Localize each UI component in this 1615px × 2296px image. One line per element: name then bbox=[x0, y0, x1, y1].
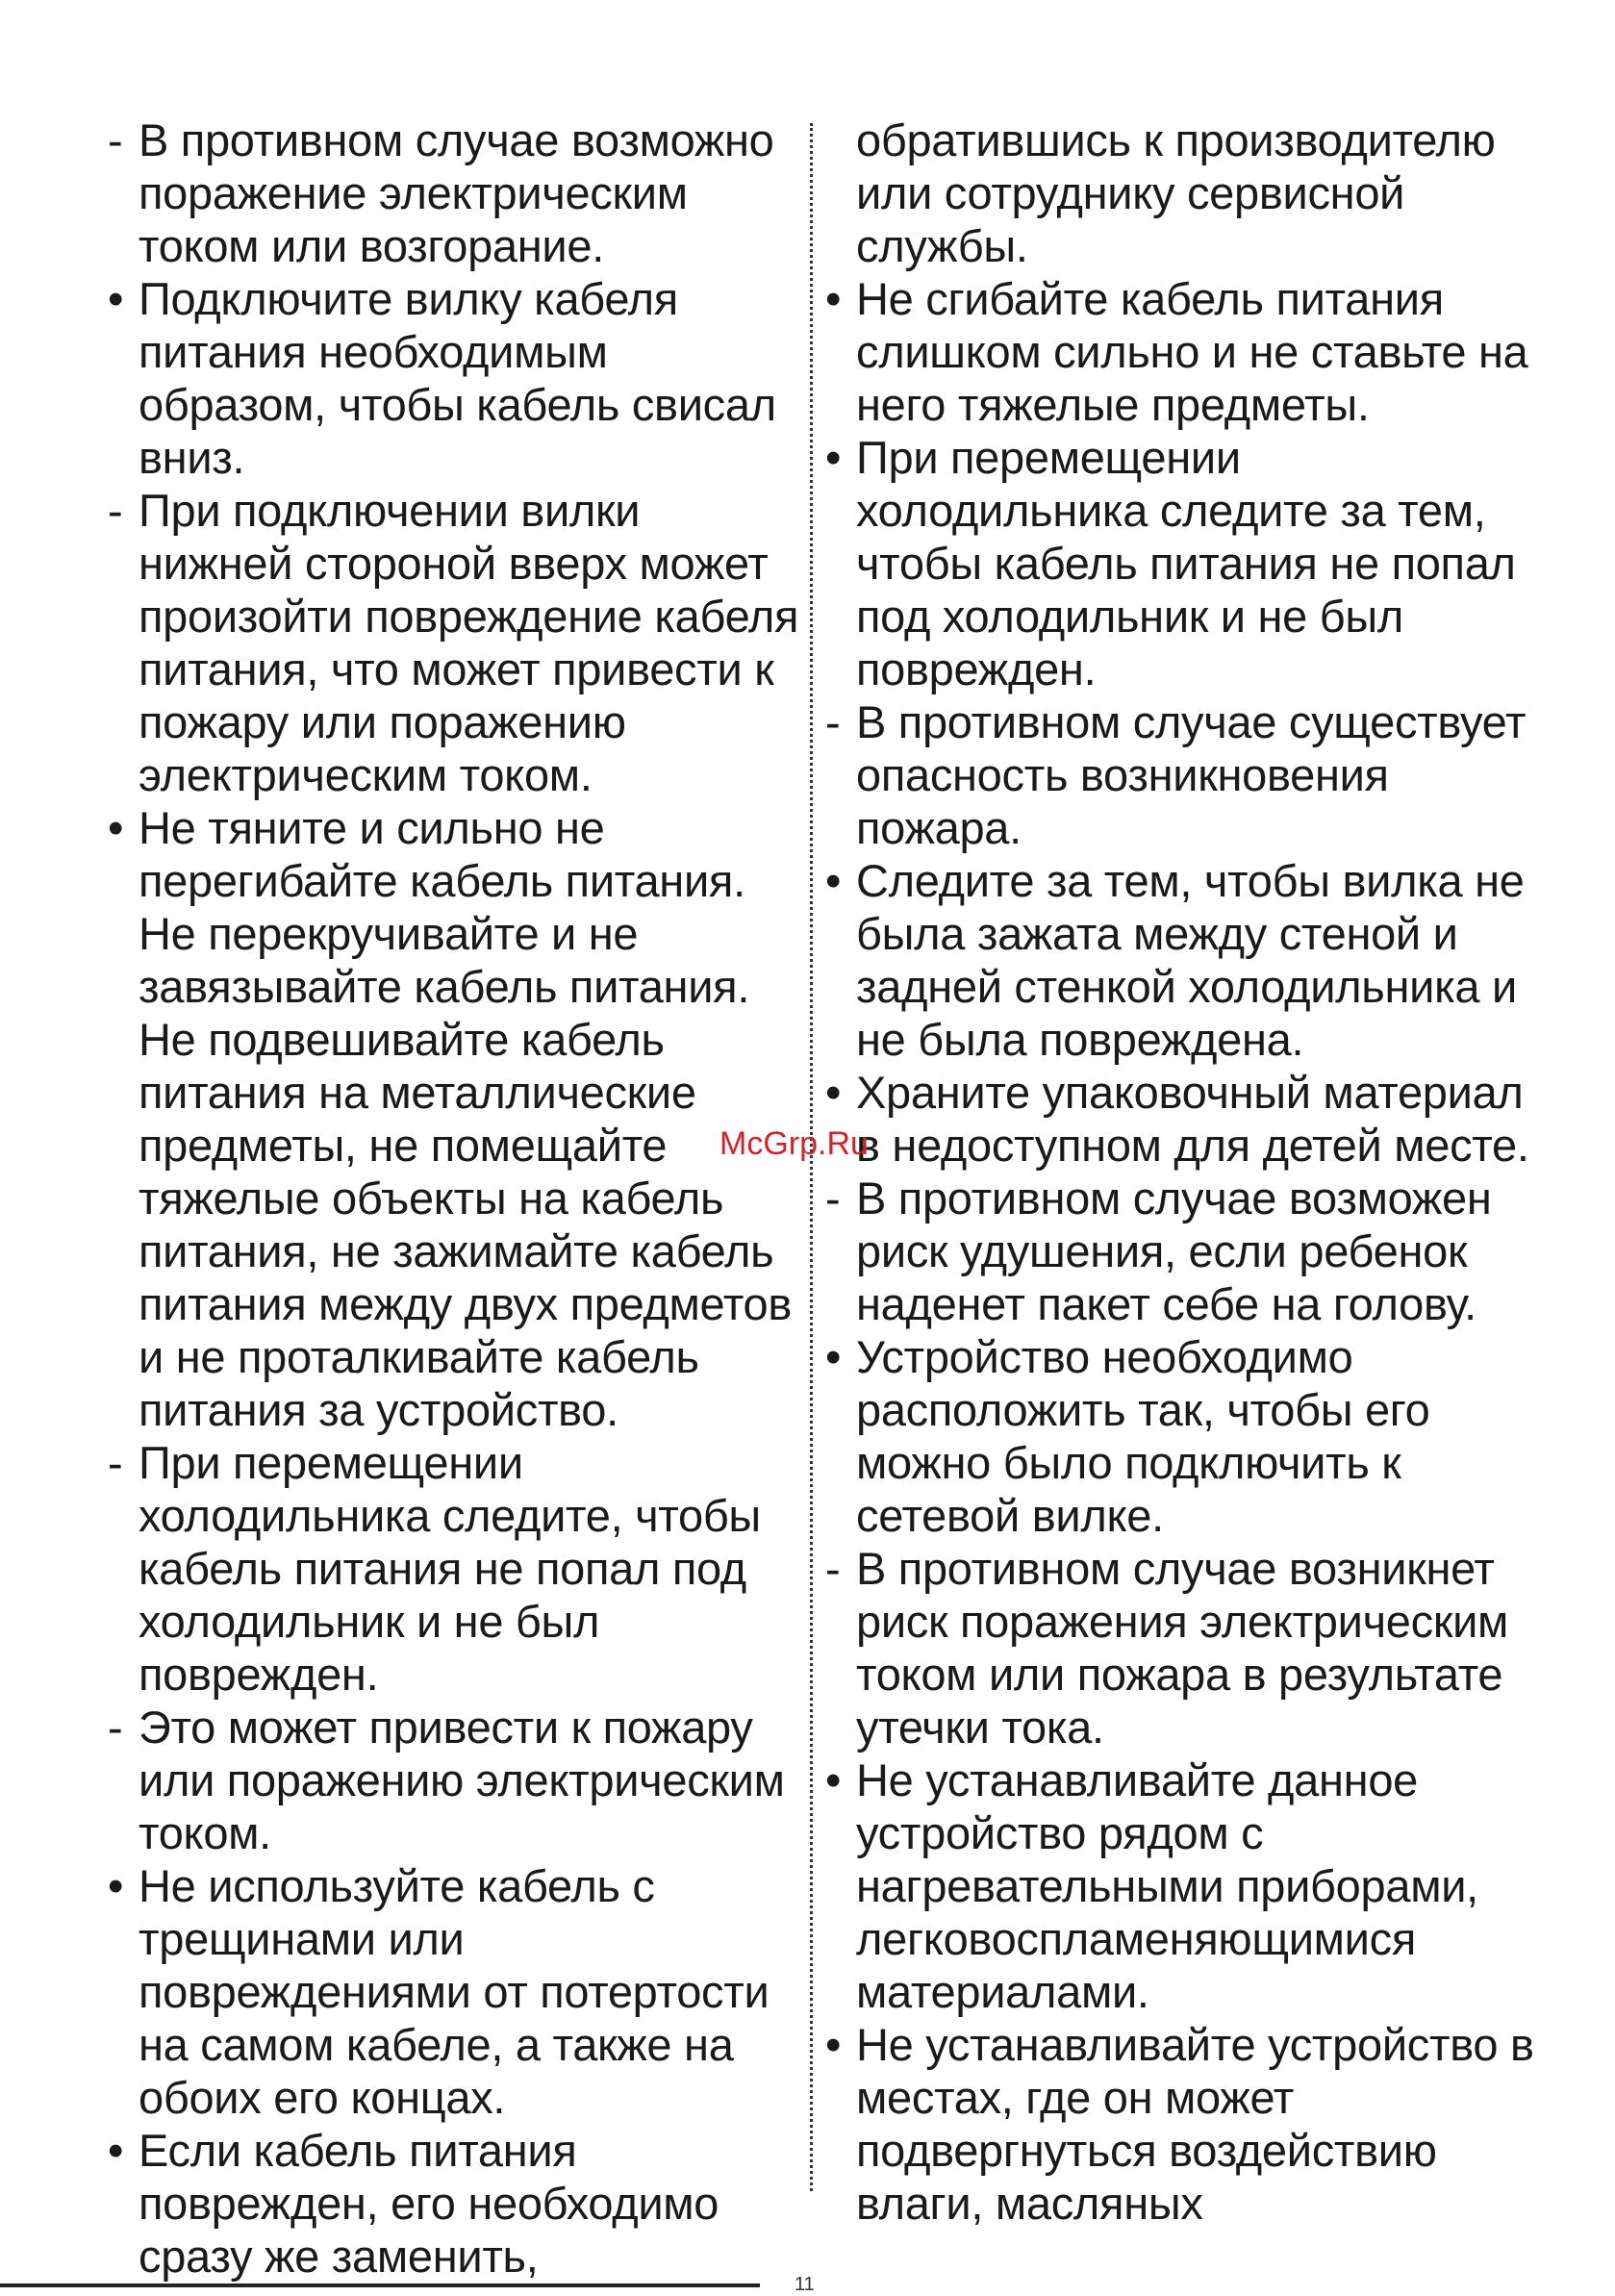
list-item bbox=[825, 1754, 1537, 2018]
item-marker: • bbox=[825, 855, 842, 906]
item-text: В противном случае возникнет риск поражения электрическим током или пожара в результате утечки тока. bbox=[856, 1543, 1509, 1753]
item-marker: • bbox=[108, 802, 124, 853]
item-text: Не сгибайте кабель питания слишком сильно и не ставьте на него тяжелые предметы. bbox=[856, 273, 1528, 430]
left-column bbox=[108, 114, 800, 2283]
item-text: В противном случае возможен риск удушения, если ребенок наденет пакет себе на голову. bbox=[856, 1173, 1492, 1329]
item-marker: • bbox=[108, 2125, 124, 2176]
item-marker: • bbox=[108, 273, 124, 324]
list-item bbox=[825, 1330, 1537, 1542]
item-marker: - bbox=[108, 1437, 123, 1488]
item-text: Не устанавливайте устройство в местах, где он может подвергнуться воздействию влаги, масляных bbox=[856, 2019, 1534, 2229]
item-text: Подключите вилку кабеля питания необходимым образом, чтобы кабель свисал вниз. bbox=[139, 273, 776, 483]
list-item bbox=[825, 2018, 1537, 2230]
item-text: Не тяните и сильно не перегибайте кабель питания. Не перекручивайте и не завязывайте кабель питания. Не подвешивайте кабель питания на металлические предметы, не помещайте тяжелые объекты на кабель питания, не зажимайте кабель питания между двух предметов и не проталкивайте кабель питания за устройство. bbox=[139, 802, 793, 1435]
list-item bbox=[108, 1859, 800, 2124]
list-item bbox=[825, 272, 1537, 431]
list-item bbox=[825, 1172, 1537, 1330]
list-item bbox=[825, 431, 1537, 695]
item-marker: • bbox=[825, 432, 842, 483]
item-marker: • bbox=[825, 1067, 842, 1118]
item-text: При перемещении холодильника следите за тем, чтобы кабель питания не попал под холодильник и не был поврежден. bbox=[856, 432, 1516, 694]
item-text: Храните упаковочный материал в недоступном для детей месте. bbox=[856, 1067, 1529, 1171]
page-number: 11 bbox=[795, 2274, 815, 2295]
list-item bbox=[108, 484, 800, 801]
list-item bbox=[108, 114, 800, 272]
item-text: обратившись к производителю или сотруднику сервисной службы. bbox=[856, 114, 1496, 271]
item-text: Это может привести к пожару или поражению электрическим током. bbox=[139, 1702, 785, 1858]
list-item bbox=[108, 1701, 800, 1859]
list-item bbox=[825, 114, 1537, 272]
item-text: Не устанавливайте данное устройство рядом с нагревательными приборами, легковоспламеняющимися материалами. bbox=[856, 1754, 1478, 2017]
item-text: Устройство необходимо расположить так, чтобы его можно было подключить к сетевой вилке. bbox=[856, 1331, 1430, 1541]
watermark: McGrp.Ru bbox=[719, 1125, 869, 1162]
right-column bbox=[825, 114, 1537, 2230]
item-marker: • bbox=[825, 1754, 842, 1805]
item-marker: - bbox=[108, 485, 123, 536]
item-marker: - bbox=[825, 1543, 841, 1594]
list-item bbox=[108, 272, 800, 484]
item-marker: • bbox=[825, 273, 842, 324]
item-marker: • bbox=[108, 1860, 124, 1911]
list-item bbox=[108, 1436, 800, 1701]
item-marker: - bbox=[825, 1173, 841, 1224]
list-item bbox=[825, 695, 1537, 854]
item-text: При перемещении холодильника следите, чтобы кабель питания не попал под холодильник и не был поврежден. bbox=[139, 1437, 761, 1700]
item-text: В противном случае существует опасность возникновения пожара. bbox=[856, 696, 1527, 853]
item-marker: - bbox=[108, 1702, 123, 1753]
list-item bbox=[825, 1066, 1537, 1172]
item-text: Следите за тем, чтобы вилка не была зажата между стеной и задней стенкой холодильника и не была повреждена. bbox=[856, 855, 1525, 1065]
footer-rule bbox=[0, 2283, 760, 2287]
item-text: Если кабель питания поврежден, его необходимо сразу же заменить, bbox=[139, 2125, 719, 2282]
item-marker: • bbox=[825, 1331, 842, 1382]
item-marker: - bbox=[825, 696, 841, 747]
item-text: В противном случае возможно поражение электрическим током или возгорание. bbox=[139, 114, 774, 271]
list-item bbox=[108, 2124, 800, 2283]
list-item bbox=[108, 801, 800, 1436]
item-text: Не используйте кабель с трещинами или повреждениями от потертости на самом кабеле, а также на обоих его концах. bbox=[139, 1860, 770, 2123]
item-marker: • bbox=[825, 2019, 842, 2070]
list-item bbox=[825, 854, 1537, 1066]
item-text: При подключении вилки нижней стороной вверх может произойти повреждение кабеля питания, что может привести к пожару или поражению электрическим током. bbox=[139, 485, 799, 800]
item-marker: - bbox=[108, 114, 123, 165]
list-item bbox=[825, 1542, 1537, 1754]
